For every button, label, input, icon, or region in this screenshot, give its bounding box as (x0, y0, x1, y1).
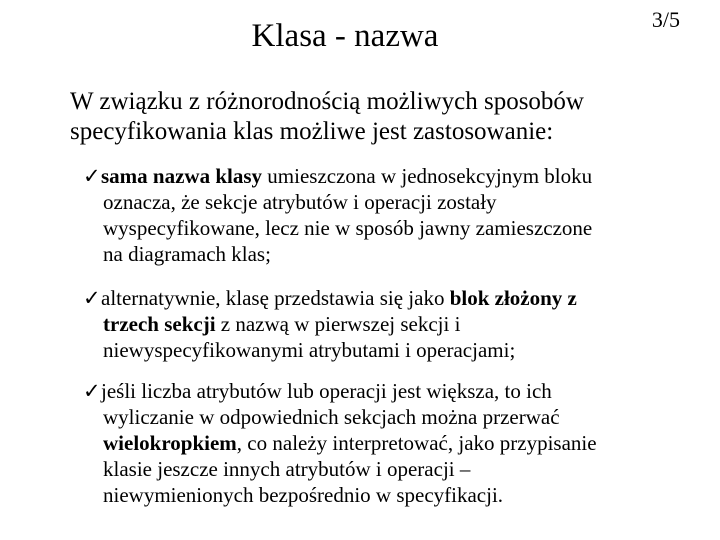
text-run: alternatywnie, klasę przedstawia się jako (101, 286, 450, 310)
bullet-line (83, 311, 713, 337)
bullet-line (83, 430, 713, 456)
text-run: niewyspecyfikowanymi atrybutami i operacjami; (103, 338, 516, 362)
bullet-line (83, 241, 713, 267)
page-number: 3/5 (651, 7, 680, 32)
bullet-line (83, 285, 713, 311)
bullet-line (83, 456, 713, 482)
text-run: wyliczanie w odpowiednich sekcjach można przerwać (103, 405, 560, 429)
text-run: klasie jeszcze innych atrybutów i operacji – (103, 457, 471, 481)
bullet-line (83, 404, 713, 430)
bullet-line (83, 189, 713, 215)
text-run: na diagramach klas; (103, 242, 271, 266)
bold-text-run: sama nazwa klasy (101, 164, 263, 188)
bullet-line (83, 378, 713, 404)
text-run: oznacza, że sekcje atrybutów i operacji zostały (103, 190, 497, 214)
intro-line: specyfikowania klas możliwe jest zastosowanie: (70, 118, 554, 145)
intro-line: W związku z różnorodnością możliwych sposobów (70, 88, 584, 115)
text-run: , co należy interpretować, jako przypisanie (236, 431, 597, 455)
bullet-line (83, 482, 713, 508)
bold-text-run: wielokropkiem (103, 431, 237, 455)
text-run: umieszczona w jednosekcyjnym bloku (262, 164, 593, 188)
bullet-line (83, 337, 713, 363)
bold-text-run: trzech sekcji (103, 312, 216, 336)
bullet-item-three-section-block (83, 285, 713, 363)
checkmark-icon: ✓ (83, 164, 101, 188)
slide-title: Klasa - nazwa (251, 18, 439, 54)
intro-paragraph (70, 87, 710, 147)
checkmark-icon: ✓ (83, 379, 101, 403)
bold-text-run: blok złożony z (449, 286, 577, 310)
bullet-item-ellipsis (83, 378, 713, 508)
bullet-item-class-name-only (83, 163, 713, 267)
bullet-line (83, 215, 713, 241)
text-run: wyspecyfikowane, lecz nie w sposób jawny zamieszczone (103, 216, 593, 240)
checkmark-icon: ✓ (83, 286, 101, 310)
text-run: jeśli liczba atrybutów lub operacji jest większa, to ich (101, 379, 552, 403)
bullet-line (83, 163, 713, 189)
text-run: niewymienionych bezpośrednio w specyfikacji. (103, 483, 504, 507)
text-run: z nazwą w pierwszej sekcji i (215, 312, 461, 336)
